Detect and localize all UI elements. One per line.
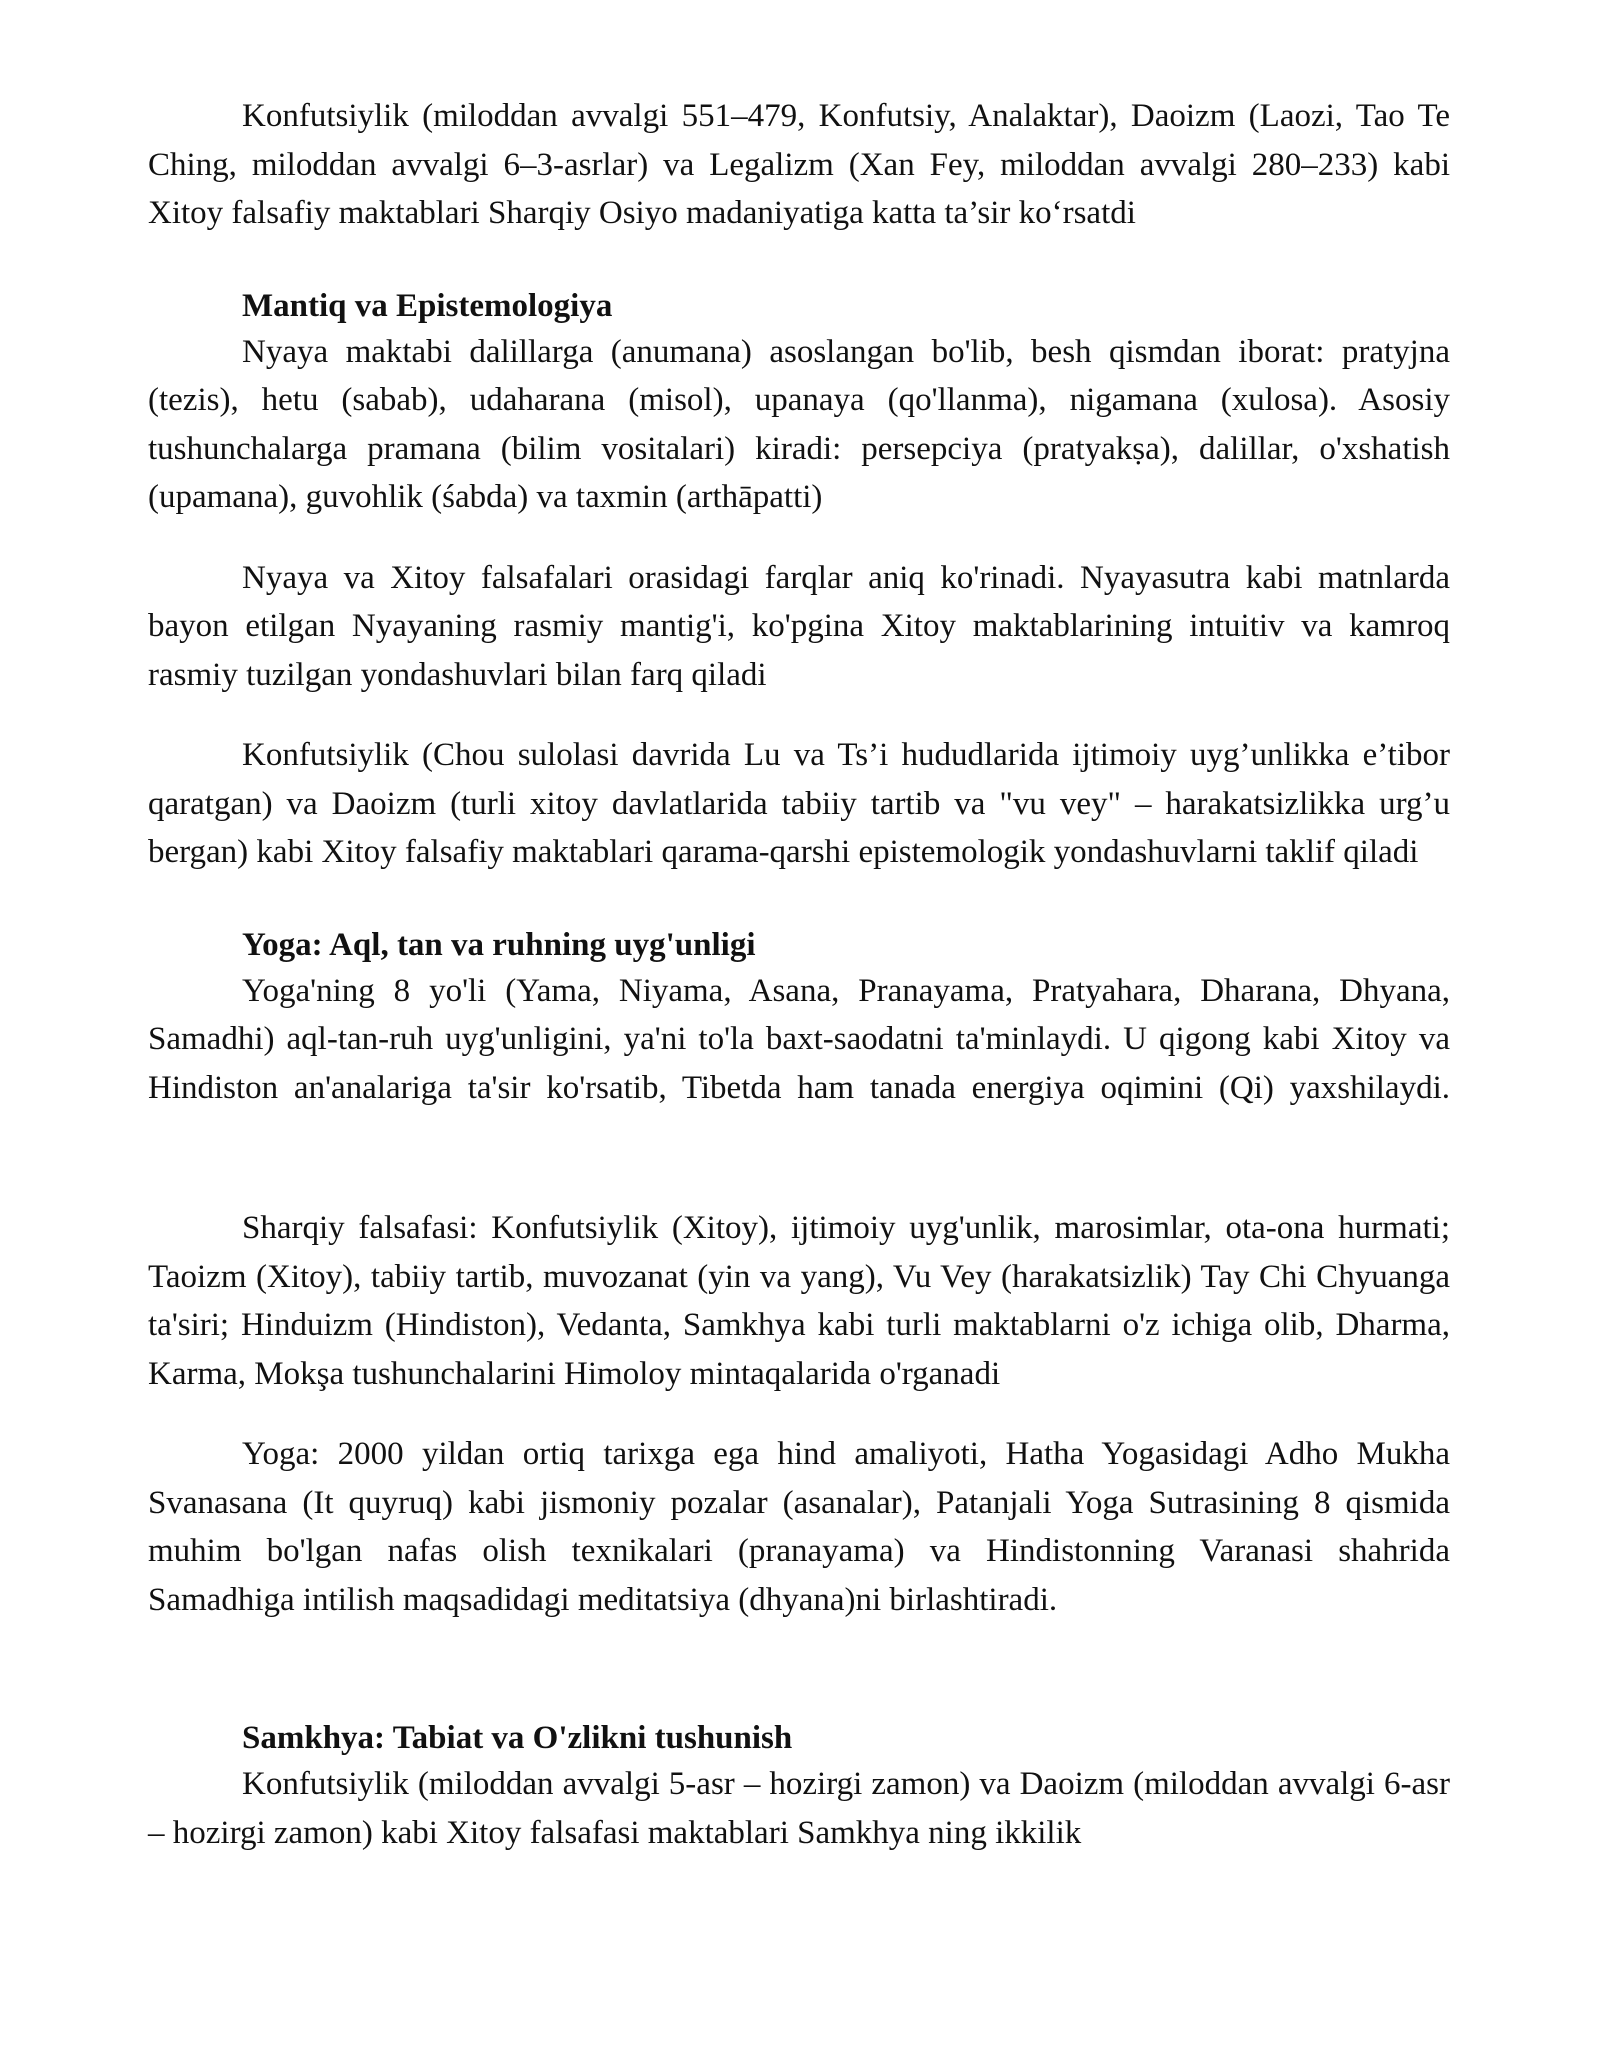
- paragraph-eastern-philosophy: Sharqiy falsafasi: Konfutsiylik (Xitoy), ijtimoiy uyg'unlik, marosimlar, ota-ona hurmati; Taoizm (Xitoy), tabiiy tartib, muvozanat (yin va yang), Vu Vey (harakatsizlik) Tay Chi Chyuanga ta'siri; Hinduizm (Hindiston), Vedanta, Samkhya kabi turli maktablarni o'z ichiga olib, Dharma, Karma, Mokşa tushunchalarini Himoloy mintaqalarida o'rganadi: [148, 1210, 1450, 1392]
- heading-logic-epistemology: Mantiq va Epistemologiya: [242, 287, 613, 324]
- heading-yoga-harmony: Yoga: Aql, tan va ruhning uyg'unligi: [242, 926, 756, 963]
- paragraph-yoga-practice: Yoga: 2000 yildan ortiq tarixga ega hind amaliyoti, Hatha Yogasidagi Adho Mukha Svanasana (It quyruq) kabi jismoniy pozalar (asanalar), Patanjali Yoga Sutrasining 8 qismida muhim bo'lgan nafas olish texnikalari (pranayama) va Hindistonning Varanasi shahrida Samadhiga intilish maqsadidagi meditatsiya (dhyana)ni birlashtiradi.: [148, 1436, 1450, 1618]
- paragraph-confucian-daoist-epistemology: Konfutsiylik (Chou sulolasi davrida Lu va Ts’i hududlarida ijtimoiy uyg’unlikka e’tibor qaratgan) va Daoizm (turli xitoy davlatlarida tabiiy tartib va "vu vey" – harakatsizlikka urg’u bergan) kabi Xitoy falsafiy maktablari qarama-qarshi epistemologik yondashuvlarni taklif qiladi: [148, 737, 1450, 870]
- paragraph-nyaya-vs-chinese: Nyaya va Xitoy falsafalari orasidagi farqlar aniq ko'rinadi. Nyayasutra kabi matnlarda bayon etilgan Nyayaning rasmiy mantig'i, ko'pgina Xitoy maktablarining intuitiv va kamroq rasmiy tuzilgan yondashuvlari bilan farq qiladi: [148, 559, 1450, 693]
- paragraph-yoga-eight-limbs: Yoga'ning 8 yo'li (Yama, Niyama, Asana, Pranayama, Pratyahara, Dharana, Dhyana, Samadhi) aql-tan-ruh uyg'unligini, ya'ni to'la baxt-saodatni ta'minlaydi. U qigong kabi Xitoy va Hindiston an'analariga ta'sir ko'rsatib, Tibetda ham tanada energiya oqimini (Qi) yaxshilaydi.: [148, 972, 1450, 1106]
- paragraph-samkhya-intro: Konfutsiylik (miloddan avvalgi 5-asr – hozirgi zamon) va Daoizm (miloddan avvalgi 6-asr – hozirgi zamon) kabi Xitoy falsafasi maktablari Samkhya ning ikkilik: [148, 1766, 1450, 1851]
- heading-samkhya: Samkhya: Tabiat va O'zlikni tushunish: [242, 1720, 793, 1756]
- paragraph-nyaya-school: Nyaya maktabi dalillarga (anumana) asoslangan bo'lib, besh qismdan iborat: pratyjna (tezis), hetu (sabab), udaharana (misol), upanaya (qo'llanma), nigamana (xulosa). Asosiy tushunchalarga pramana (bilim vositalari) kiradi: persepciya (pratyakṣa), dalillar, o'xshatish (upamana), guvohlik (śabda) va taxmin (arthāpatti): [148, 333, 1450, 515]
- paragraph-chinese-schools: Konfutsiylik (miloddan avvalgi 551–479, Konfutsiy, Analaktar), Daoizm (Laozi, Tao Te Ching, miloddan avvalgi 6–3-asrlar) va Legalizm (Xan Fey, miloddan avvalgi 280–233) kabi Xitoy falsafiy maktablari Sharqiy Osiyo madaniyatiga katta ta’sir koʻrsatdi: [148, 98, 1450, 231]
- document-page: [148, 92, 1450, 1857]
